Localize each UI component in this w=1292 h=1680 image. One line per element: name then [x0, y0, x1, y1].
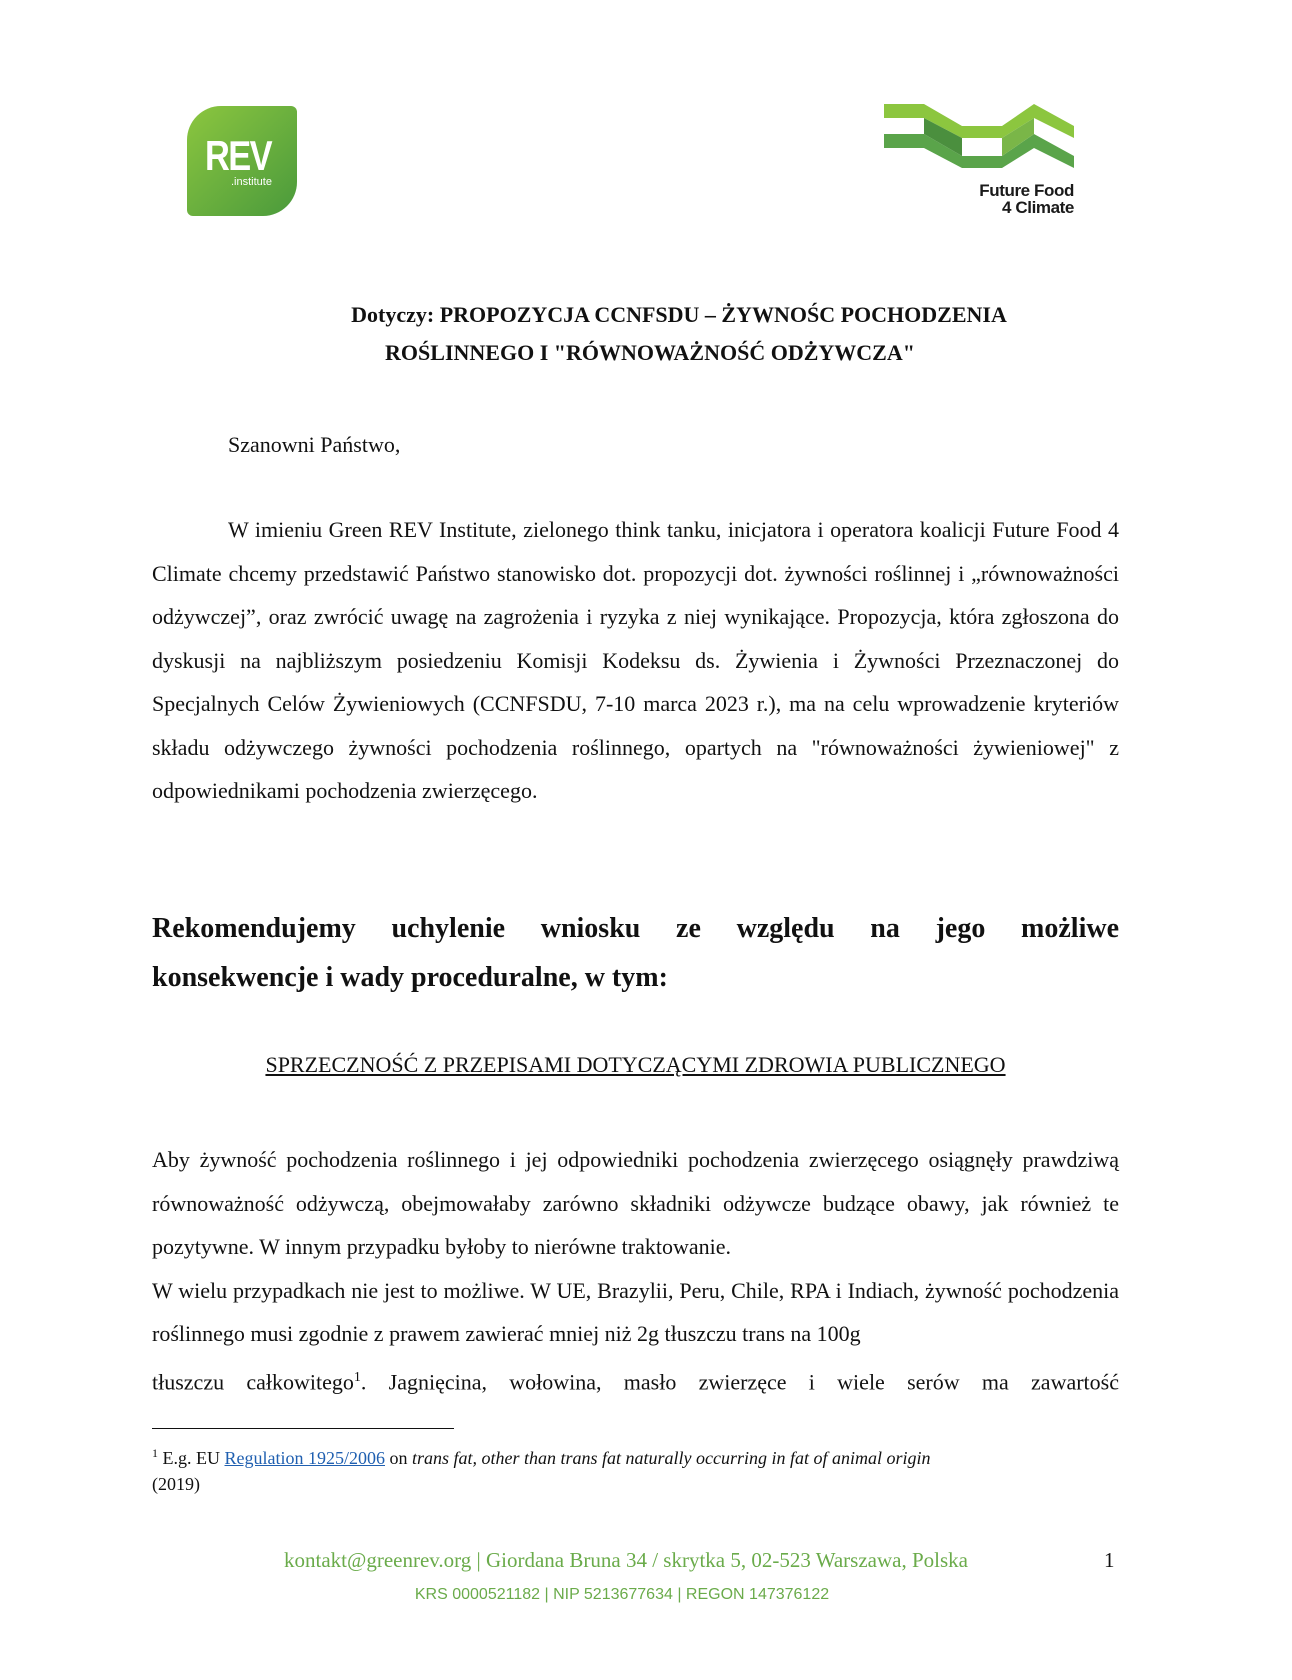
intro-paragraph: W imieniu Green REV Institute, zielonego think tanku, inicjatora i operatora koalicji Future Food 4 Climate chcemy przedstawić Państwo stanowisko dot. propozycji dot. żywności roślinnej i „równoważności odżywczej”, oraz zwrócić uwagę na zagrożenia i ryzyka z niej wynikające. Propozycja, która zgłoszona do dyskusji na najbliższym posiedzeniu Komisji Kodeksu ds. Żywienia i Żywności Przeznaczonej do Specjalnych Celów Żywieniowych (CCNFSDU, 7-10 marca 2023 r.), ma na celu wprowadzenie kryteriów składu odżywczego żywności pochodzenia roślinnego, opartych na "równoważności żywieniowej" z odpowiednikami pochodzenia zwierzęcego.	[152, 517, 1119, 803]
subject-line-2: ROŚLINNEGO I "RÓWNOWAŻNOŚĆ ODŻYWCZA"	[385, 340, 915, 365]
section-heading: SPRZECZNOŚĆ Z PRZEPISAMI DOTYCZĄCYMI ZDROWIA PUBLICZNEGO	[265, 1052, 1006, 1077]
paragraph2-part3a: tłuszczu całkowitego	[152, 1368, 354, 1394]
future-food-4-climate-logo	[884, 104, 1074, 224]
paragraph2-part3	[152, 1356, 1119, 1404]
paragraph2-part1: Aby żywność pochodzenia roślinnego i jej odpowiedniki pochodzenia zwierzęcego osiągnęły prawdziwą równoważność odżywczą, obejmowałaby zarówno składniki odżywcze budzące obawy, jak również te pozytywne. W innym przypadku byłoby to nierówne traktowanie.	[152, 1147, 1119, 1259]
ff4c-logo-line1: Future Food	[979, 181, 1074, 200]
regulation-link[interactable]: Regulation 1925/2006	[224, 1448, 385, 1468]
footnote-middle: on	[389, 1448, 408, 1468]
paragraph2-part3b: . Jagnięcina, wołowina, masło zwierzęce i wiele serów ma zawartość	[360, 1368, 1119, 1394]
ff4c-logo-text	[979, 182, 1074, 216]
rev-logo-text: REV	[205, 132, 271, 179]
letter-subject	[150, 296, 1150, 372]
footnote-prefix: E.g. EU	[162, 1448, 220, 1468]
footer-contact: kontakt@greenrev.org | Giordana Bruna 34 / skrytka 5, 02-523 Warszawa, Polska	[284, 1548, 968, 1572]
footnote-number: 1	[152, 1446, 158, 1460]
paragraph2-part2: W wielu przypadkach nie jest to możliwe. W UE, Brazylii, Peru, Chile, RPA i Indiach, żywność pochodzenia roślinnego musi zgodnie z prawem zawierać mniej niż 2g tłuszczu trans na 100g	[152, 1277, 1119, 1346]
public-health-paragraph	[152, 1138, 1119, 1403]
recommendation-line-2: konsekwencje i wady proceduralne, w tym:	[152, 962, 668, 993]
recommendation-line-1: Rekomendujemy uchylenie wniosku ze względu na jego możliwe	[152, 913, 1119, 944]
ff4c-ribbon-icon	[884, 104, 1074, 174]
greeting: Szanowni Państwo,	[228, 432, 401, 457]
ff4c-logo-line2: 4 Climate	[1002, 198, 1074, 217]
footnote-separator	[152, 1428, 454, 1429]
footnote-italic: trans fat, other than trans fat naturally occurring in fat of animal origin	[412, 1448, 931, 1468]
footnote-reference[interactable]: 1	[353, 1369, 361, 1385]
page-number: 1	[1104, 1548, 1115, 1572]
footnote-suffix: (2019)	[152, 1474, 200, 1494]
recommendation-heading	[152, 904, 1119, 1002]
rev-institute-logo	[187, 106, 297, 216]
footer-registry: KRS 0000521182 | NIP 5213677634 | REGON 147376122	[414, 1586, 830, 1603]
rev-logo-subtext: .institute	[231, 176, 272, 188]
subject-line-1: Dotyczy: PROPOZYCJA CCNFSDU – ŻYWNOŚC POCHODZENIA	[351, 302, 1007, 327]
footnote	[152, 1440, 1119, 1497]
